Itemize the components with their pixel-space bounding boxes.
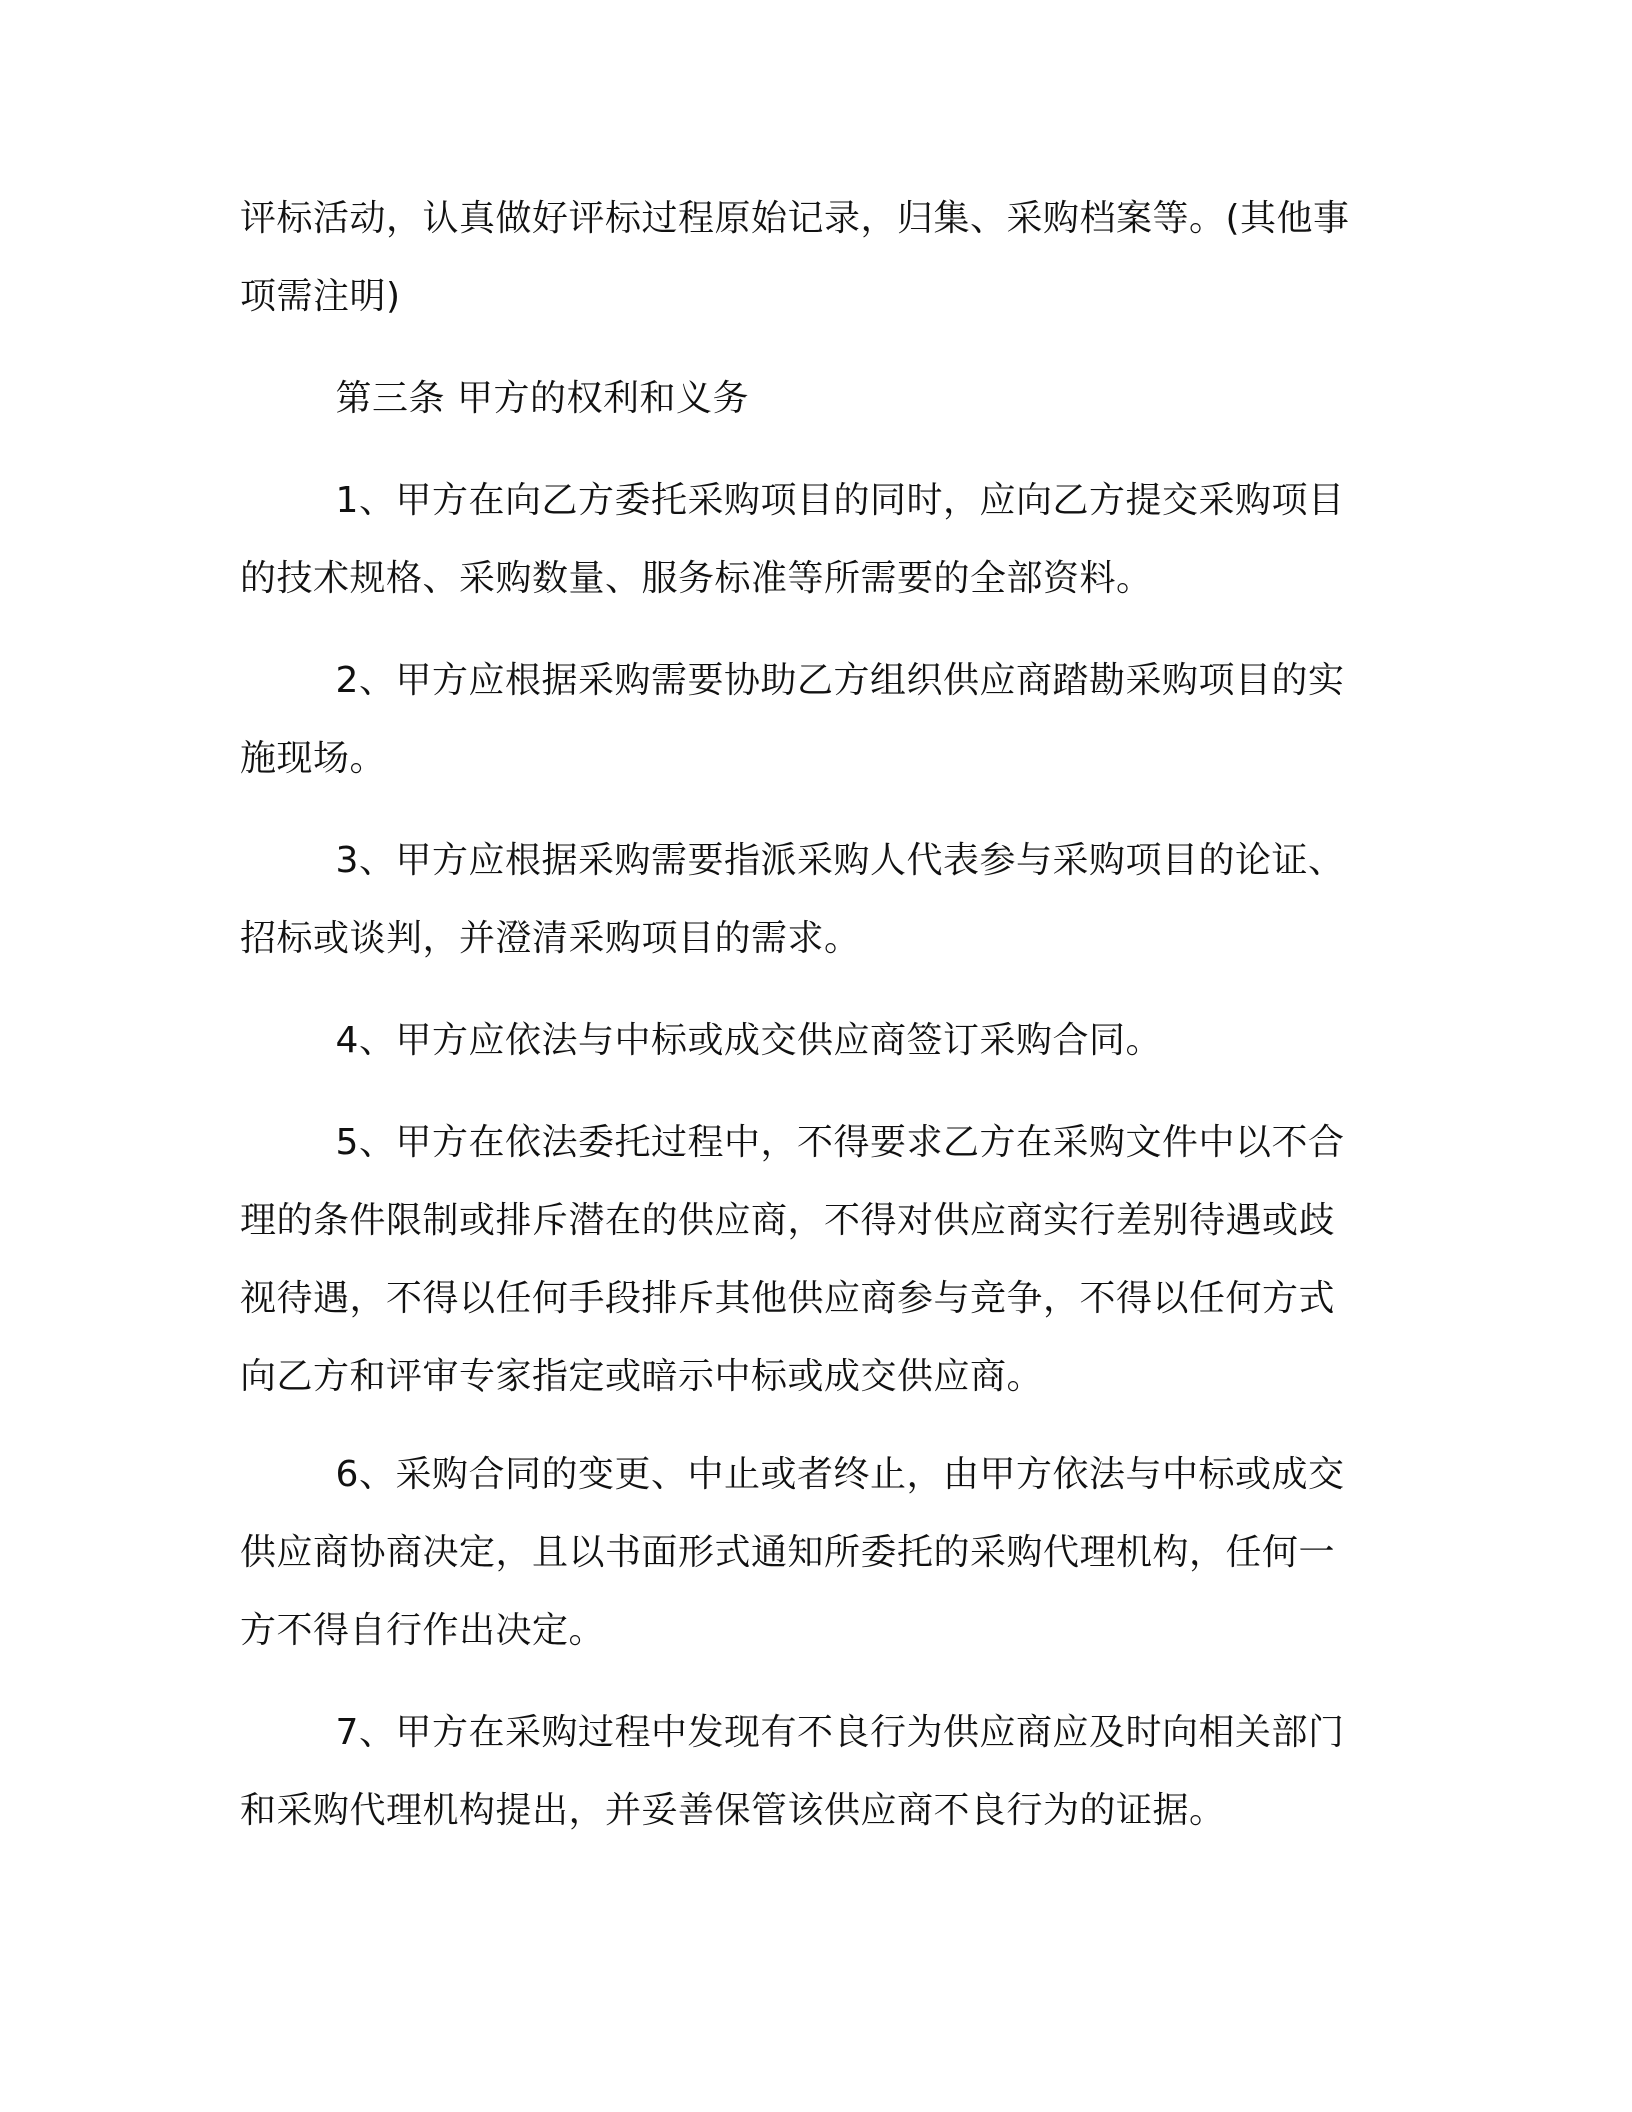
clause-7: 7、甲方在采购过程中发现有不良行为供应商应及时向相关部门 和采购代理机构提出，并妥善保管该供应商不良行为的证据。 [240,1712,1345,1831]
section-heading-article-three: 第三条 甲方的权利和义务 [240,378,749,419]
clause-4: 4、甲方应依法与中标或成交供应商签订采购合同。 [240,1020,1162,1061]
clause-3: 3、甲方应根据采购需要指派采购人代表参与采购项目的论证、 招标或谈判，并澄清采购项目的需求。 [240,840,1345,959]
clause-1: 1、甲方在向乙方委托采购项目的同时，应向乙方提交采购项目 的技术规格、采购数量、服务标准等所需要的全部资料。 [240,480,1345,599]
clause-2: 2、甲方应根据采购需要协助乙方组织供应商踏勘采购项目的实 施现场。 [240,660,1345,779]
paragraph-evaluation-activities: 评标活动，认真做好评标过程原始记录，归集、采购档案等。(其他事 项需注明) [240,198,1350,317]
clause-5: 5、甲方在依法委托过程中，不得要求乙方在采购文件中以不合 理的条件限制或排斥潜在的供应商，不得对供应商实行差别待遇或歧 视待遇，不得以任何手段排斥其他供应商参与竞争，不得以任何方式 向乙方和评审专家指定或暗示中标或成交供应商。 [240,1122,1345,1397]
clause-6: 6、采购合同的变更、中止或者终止，由甲方依法与中标或成交 供应商协商决定，且以书面形式通知所委托的采购代理机构，任何一 方不得自行作出决定。 [240,1454,1345,1651]
